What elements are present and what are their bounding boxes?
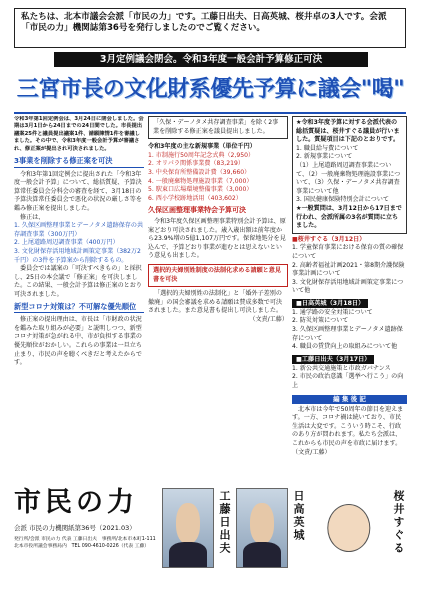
- list-item: 1. 新公共交通施策と市政ガバナンス: [292, 364, 391, 372]
- questions-box: [292, 116, 407, 234]
- note-box: 「久保・デーノタメ共存調査事業」を除く2事業を削除する修正案を議員提出しました。: [148, 116, 288, 139]
- paragraph: 令和3年度久保区画整理事業特別会計予算は、原案どおり可決されました。歳入歳出額は前年度から23.9%増の5億1,107万円です。保留地処分を見込んで、予算どおり事業が進むとは思えないという意見も出ました。: [148, 217, 286, 260]
- list-item: 2. 新規事業について: [296, 153, 353, 161]
- list-item: 2. オリパラ関係事業費（83,219）: [148, 160, 244, 168]
- list-item: 3. 久保区画整理事業とデーノタメ遺跡保存について: [292, 326, 403, 342]
- list-item: 1. 市制施行50周年記念式典（2,950）: [148, 151, 255, 159]
- list-item: 2. 高齢者福祉計画2021・第8期介護保険事業計画について: [292, 261, 405, 278]
- list-item: 1. 久保区画整理事業とデーノタメ遺跡保存の共存調査事業（300万円）: [14, 222, 144, 238]
- list-item: 5. 駅東口広場環境整備事業（3,000）: [148, 186, 253, 194]
- list-item: 3. 文化財保存活用地域計画策定事業について他: [292, 278, 404, 295]
- questioner-kudo: ■工藤日出夫（3月17日）: [292, 355, 374, 364]
- list-item: 2. 上尾道路周辺調査事業（400万円）: [14, 239, 119, 247]
- list-item: 4. 一般廃棄物処理施設事業（7,000）: [148, 177, 253, 185]
- section-title-covid: 新型コロナ対策は？不可解な優先順位: [14, 303, 144, 314]
- paragraph: 委員会では議案の「可決すべきもの」と採択し、25日の本会議で「修正案」を可決しました。この結果、一般会計予算は修正案のとおり可決されました。: [14, 265, 142, 298]
- headline-rule: [14, 112, 406, 114]
- name-kudo: 工藤日出夫: [218, 490, 231, 555]
- list-item: 1. 職員給与費について: [296, 144, 359, 152]
- questioner-hidaka: ■日高英城（3月18日）: [292, 299, 368, 308]
- list-item: 3. 国民健康保険特別会計について: [296, 196, 389, 204]
- paragraph: 令和3年第1回定例会に提出された「令和3年度一般会計予算」について、総括質疑、予算決算常任委員会分科会の審査を経て、3月18日の予算決算常任委員会で悪化の状況の厳しさ等を鑑み修正案を提出しました。: [14, 170, 142, 212]
- list-item: 1. 通学路の安全対策について: [292, 308, 373, 316]
- deleted-items-list: [14, 222, 144, 265]
- list-item: （1）上尾道路周辺調査事業について、（2）一般廃棄物処理施設事業について、（3）久保・デーノタメ共存調査事業について他: [296, 161, 401, 195]
- headline: 三宮市長の文化財系優先予算に議会"喝": [16, 77, 405, 102]
- intro-box: [14, 8, 406, 48]
- banner: 3月定例議会閉会。令和3年度一般会計予算修正可決: [54, 52, 368, 67]
- questions-intro: ★令和3年度予算に対する会派代表の総括質疑は、桜井すぐる議員が行いました。質疑項目は下記のとおりです。: [296, 119, 400, 144]
- publisher-info: 発行所/会派 市民の力 代表 工藤日出夫 事務所/北本市本町1-111 北本市役所議会事務局内 TEL 090-4610-0226（代表 工藤）: [14, 537, 156, 549]
- list-item: 3. 中央保育所整備設計費（39,660）: [148, 168, 251, 176]
- new-projects-list: [148, 152, 288, 204]
- section-title-amendment: 3事業を削除する修正案を可決: [14, 157, 144, 168]
- list-item: 6. 西小学校跡地活用（403,602）: [148, 194, 242, 202]
- paragraph: 修正は、: [20, 213, 45, 221]
- signature: （文責/工藤）: [249, 315, 288, 323]
- photo-kudo: [162, 488, 214, 568]
- list-item: 1. 学童保育事業における保育の質の確保について: [292, 244, 404, 260]
- editor-note: 北本市は今年で50周年の節目を迎えます。一方、コロナ禍は続いており、市民生活は大変です。こういう時こそ、行政のあり方が問われます。私たち会派は、これからも市民の声を市政に届けます。（文責/工藤）: [292, 405, 404, 456]
- name-hidaka: 日高英城: [292, 490, 305, 542]
- questioner-sakurai: ■桜井すぐる（3月12日）: [292, 235, 366, 243]
- list-item: 2. 市民の政治意識「選挙へ行こう」の向上: [292, 373, 404, 390]
- paragraph: 修正案の提出理由は、市長は「市財政の状況を鑑みた取り組みが必要」と説明しつつ、新型コロナ対策が急がれる中、市が負担する事業の優先順位がおかしい。これらの事業は一旦立ち止まり、市民の声を聴くべきだと考えたからです。: [14, 316, 142, 367]
- paragraph: 「選択的夫婦別姓の法制化」と「婚外子差別の撤廃」の国会審議を求める請願は賛成多数で可決されました。また意見書も提出し可決しました。: [148, 290, 283, 315]
- intro-text: 私たちは、北本市議会会派「市民の力」です。工藤日出夫、日高英城、桜井卓の3人です。会派「市民の力」機関誌第36号を発行しましたのでご覧ください。: [21, 12, 387, 33]
- masthead-subtitle: 会派 市民の力機関紙第36号（2021.03）: [14, 524, 136, 532]
- name-sakurai: 桜井すぐる: [392, 490, 405, 555]
- list-item: 3. 文化財保存活用地域計画策定事業（382万2千円）の3件を予算案から削除するもの。: [14, 247, 141, 264]
- list-item: 4. 職員の賃貸向上の取組みについて他: [292, 343, 398, 351]
- petition-box: 選択的夫婦別姓制度の法制化求める請願と意見書を可決: [148, 264, 288, 287]
- masthead-title: 市民の力: [14, 487, 138, 518]
- photo-hidaka: [236, 488, 288, 568]
- list-item: 2. 防災対策について: [292, 317, 349, 325]
- portrait-sakurai: [318, 488, 380, 568]
- editor-note-title: 編 集 後 記: [292, 395, 407, 404]
- list-item: ★一般質問は、3月12日から17日まで行われ、会派所属の3名が質問に立ちました。: [296, 204, 402, 230]
- new-projects-title: 令和3年度の主な新規事業（単位千円）: [148, 143, 256, 151]
- lead-paragraph: 令和3年第1回定例会は、3月24日に閉会しました。会期は3月1日から24日までの24日間でした。市長提出議案25件と議員提出議案1件、請願陳情1件を審議しました。その中で、令和3年度一般会計予算が審議され、修正案が提出され可決されました。: [14, 116, 144, 152]
- section-title-kubo: 久保区画整理事業特会予算可決: [148, 206, 246, 215]
